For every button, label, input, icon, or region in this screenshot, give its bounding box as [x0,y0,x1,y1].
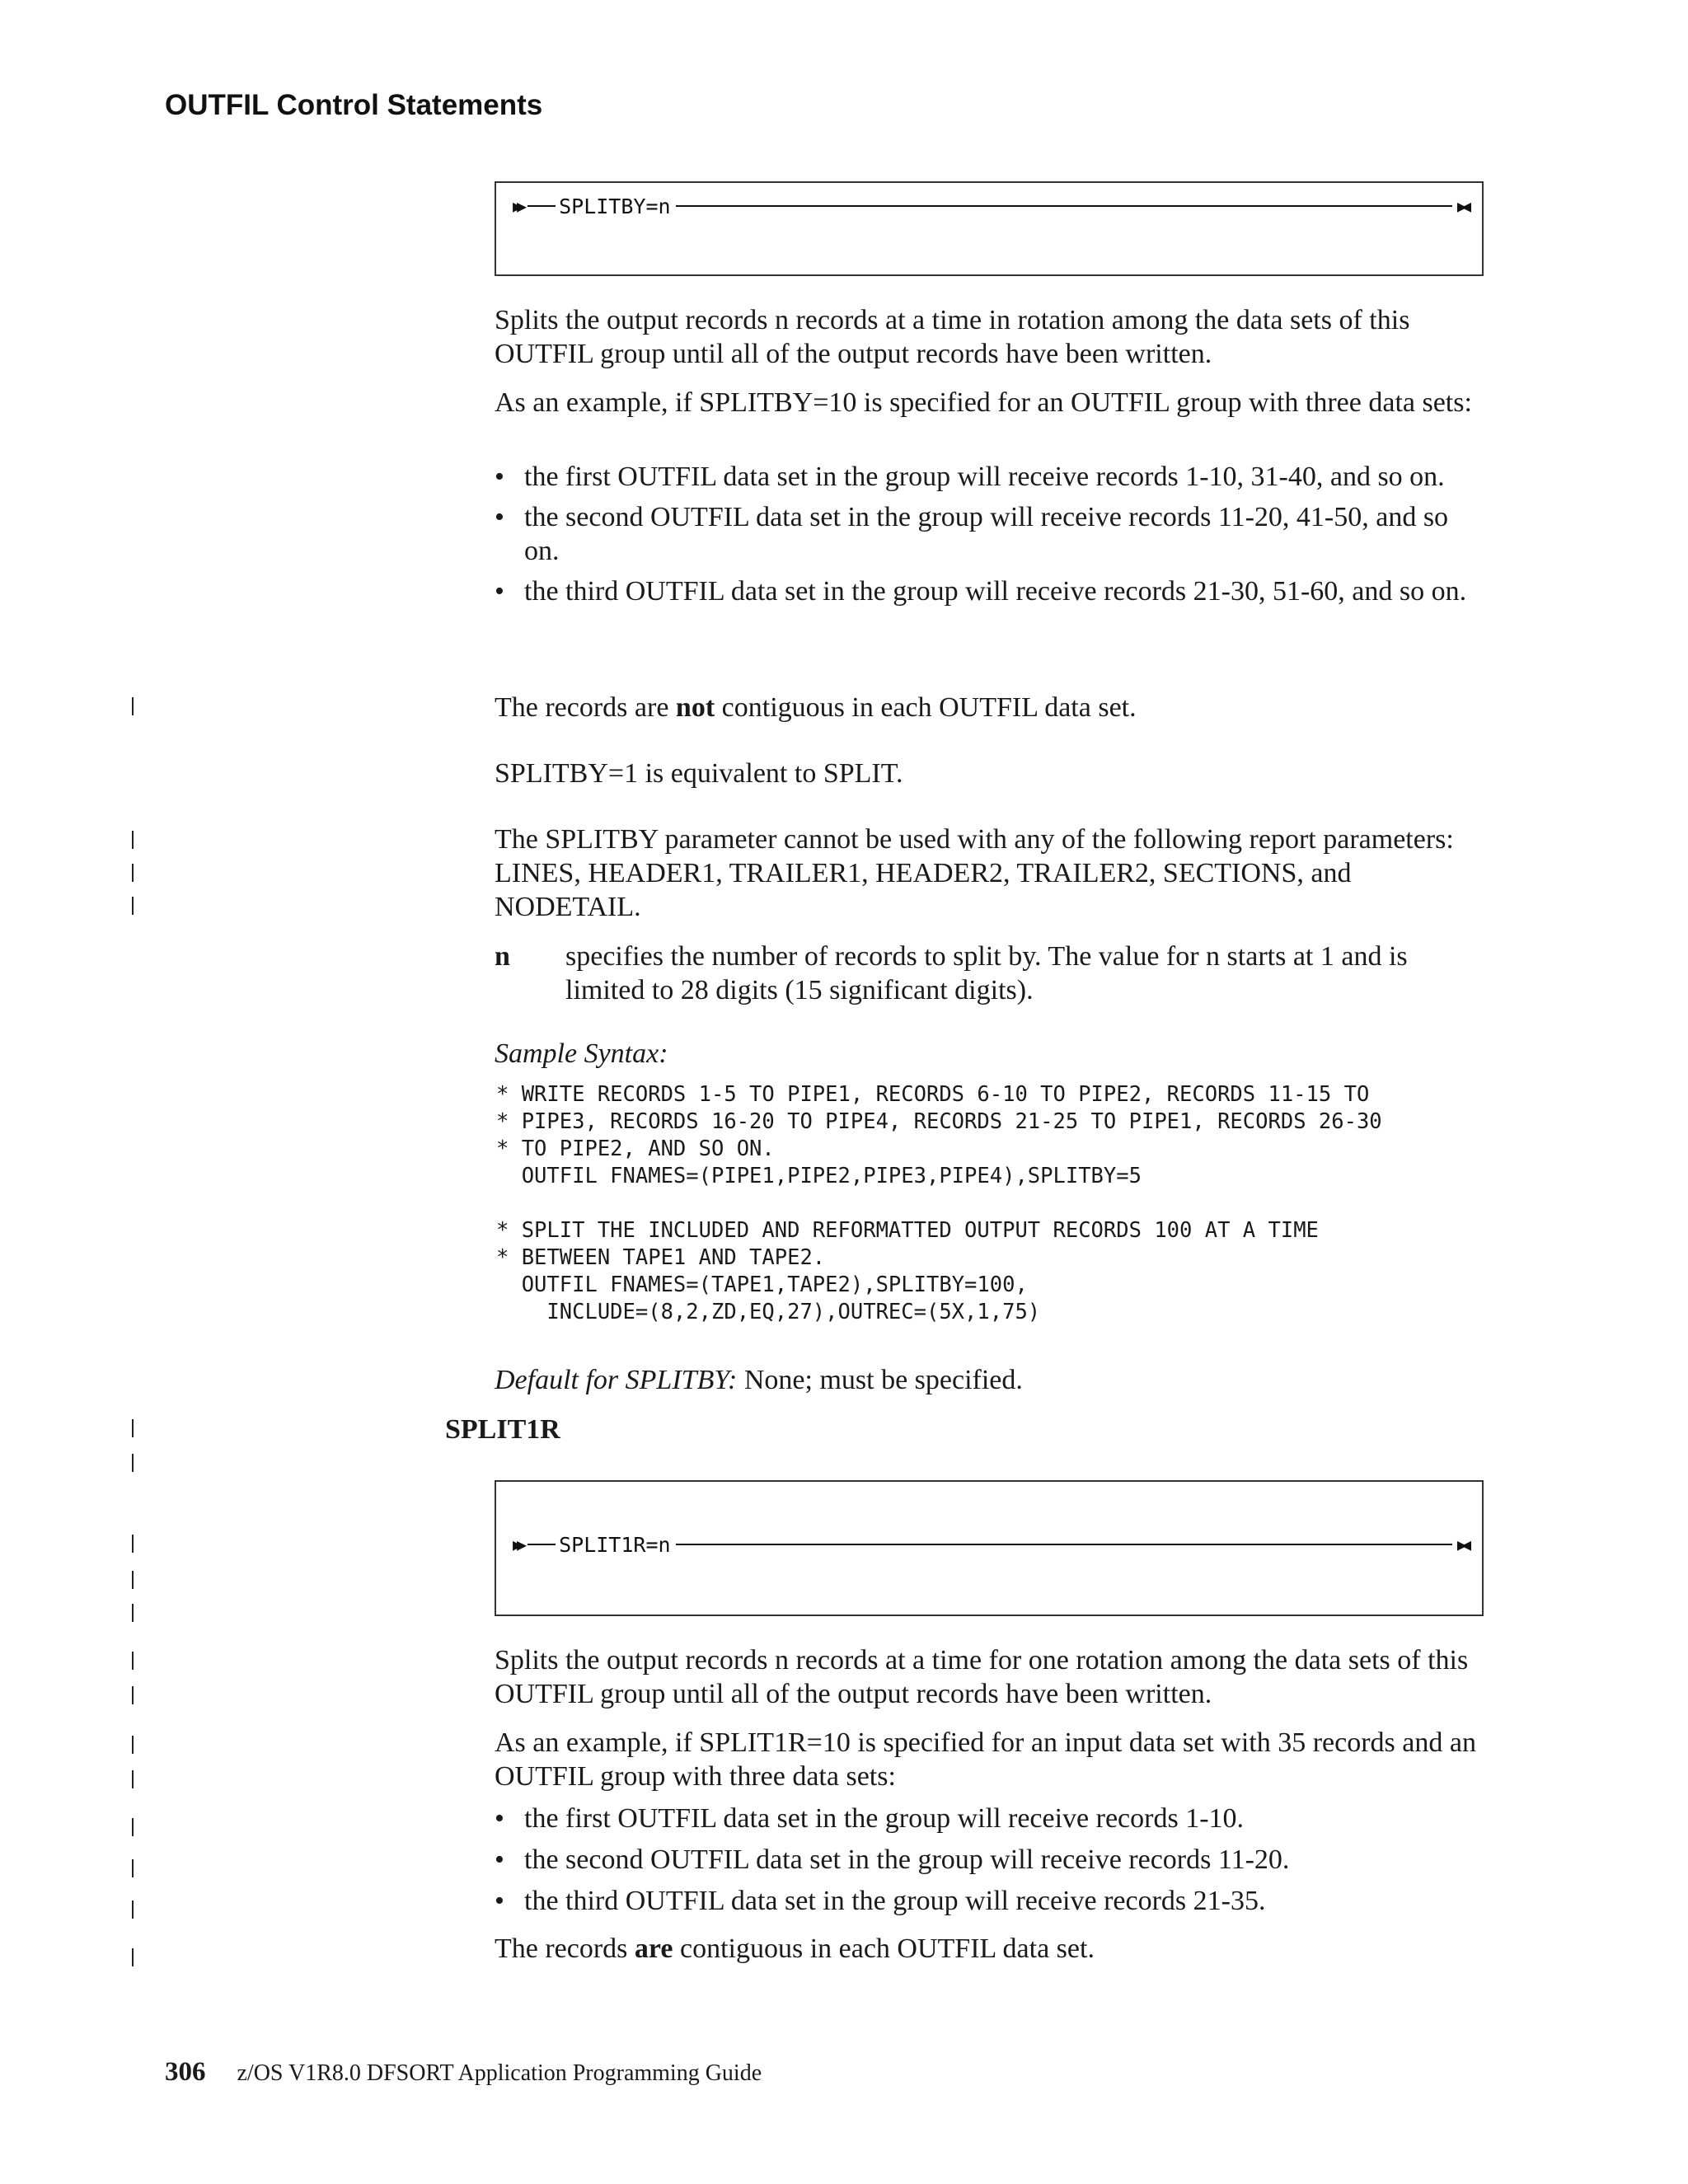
splitby-description: Splits the output records n records at a time in rotation among the data sets of this OUTFIL group until all of the output records have been written. [495,305,1410,369]
revision-bar [132,1604,134,1622]
rail-end-icon: ▶◀ [1456,1535,1465,1554]
revision-bar [132,1652,134,1670]
revision-bar [132,1948,134,1966]
revision-bar [132,1419,134,1437]
sample-code: * WRITE RECORDS 1-5 TO PIPE1, RECORDS 6-10 TO PIPE2, RECORDS 11-15 TO * PIPE3, RECORDS 16-20 TO PIPE4, RECORDS 21-25 TO PIPE1, RECORDS 26-30 * TO PIPE2, AND SO ON. OUTFIL FNAMES=(PIPE1,PIPE2,PIPE3,PIPE4),SPLITBY=5 * SPLIT THE INCLUDED AND REFORMATTED OUTPUT RECORDS 100 AT A TIME * BETWEEN TAPE1 AND TAPE2. OUTFIL FNAMES=(TAPE1,TAPE2),SPLITBY=100, INCLUDE=(8,2,ZD,EQ,27),OUTREC=(5X,1,75) [496,1082,1382,1324]
rail-end-icon: ▶◀ [1456,196,1465,216]
revision-bar [132,1454,134,1472]
splitby-not-contiguous: The records are not contiguous in each OUTFIL data set. [495,692,1137,723]
syntax-keyword: SPLITBY=n [559,194,671,218]
page-footer [165,2057,762,2088]
revision-bar [132,1818,134,1836]
revision-bar [132,864,134,882]
sample-syntax-label: Sample Syntax: [495,1038,668,1069]
syntax-keyword: SPLIT1R=n [559,1532,671,1557]
revision-bar [132,1686,134,1704]
revision-bar [132,1571,134,1589]
param-definition: specifies the number of records to split by. The value for n starts at 1 and is limited to 28 digits (15 significant digits). [565,941,1408,1005]
split1r-example-intro: As an example, if SPLIT1R=10 is specified for an input data set with 35 records and an OUTFIL group with three data sets: [495,1727,1476,1792]
revision-bar [132,1736,134,1754]
page-number: 306 [165,2057,206,2087]
revision-bar [132,831,134,849]
split1r-syntax-diagram [495,1480,1484,1616]
splitby-syntax-diagram [495,181,1484,276]
split1r-bullet-list [495,1802,1484,1918]
splitby-restriction: The SPLITBY parameter cannot be used with any of the following report parameters: LINES, HEADER1, TRAILER1, HEADER2, TRAILER2, SECTIONS, and NODETAIL. [495,824,1454,922]
revision-bar [132,1859,134,1877]
splitby-equivalence: SPLITBY=1 is equivalent to SPLIT. [495,758,903,789]
splitby-default: Default for SPLITBY: None; must be specified. [495,1365,1023,1395]
list-item: • the third OUTFIL data set in the group will receive records 21-30, 51-60, and so on. [495,576,1467,607]
revision-bar [132,1900,134,1919]
revision-bar [132,1535,134,1553]
split1r-heading: SPLIT1R [445,1414,560,1445]
rail-start-icon: ▶▶ [513,196,522,216]
rail-start-icon: ▶▶ [513,1535,522,1554]
list-item: • the first OUTFIL data set in the group will receive records 1-10, 31-40, and so on. [495,462,1445,492]
revision-bar [132,897,134,915]
list-item: • the second OUTFIL data set in the group will receive records 11-20, 41-50, and so on. [495,502,1449,566]
revision-bar [132,1770,134,1788]
revision-bar [132,697,134,715]
book-title: z/OS V1R8.0 DFSORT Application Programming Guide [237,2060,762,2086]
split1r-contiguous: The records are contiguous in each OUTFIL data set. [495,1933,1095,1964]
list-item: • the first OUTFIL data set in the group will receive records 1-10. [495,1803,1245,1834]
splitby-bullet-list [495,460,1484,608]
list-item: • the second OUTFIL data set in the group will receive records 11-20. [495,1844,1290,1875]
split1r-description: Splits the output records n records at a time for one rotation among the data sets of this OUTFIL group until all of the output records have been written. [495,1645,1469,1709]
page-header-title: OUTFIL Control Statements [165,89,543,121]
list-item: • the third OUTFIL data set in the group will receive records 21-35. [495,1886,1266,1916]
splitby-example-intro: As an example, if SPLITBY=10 is specified for an OUTFIL group with three data sets: [495,387,1472,418]
param-term: n [495,941,510,972]
